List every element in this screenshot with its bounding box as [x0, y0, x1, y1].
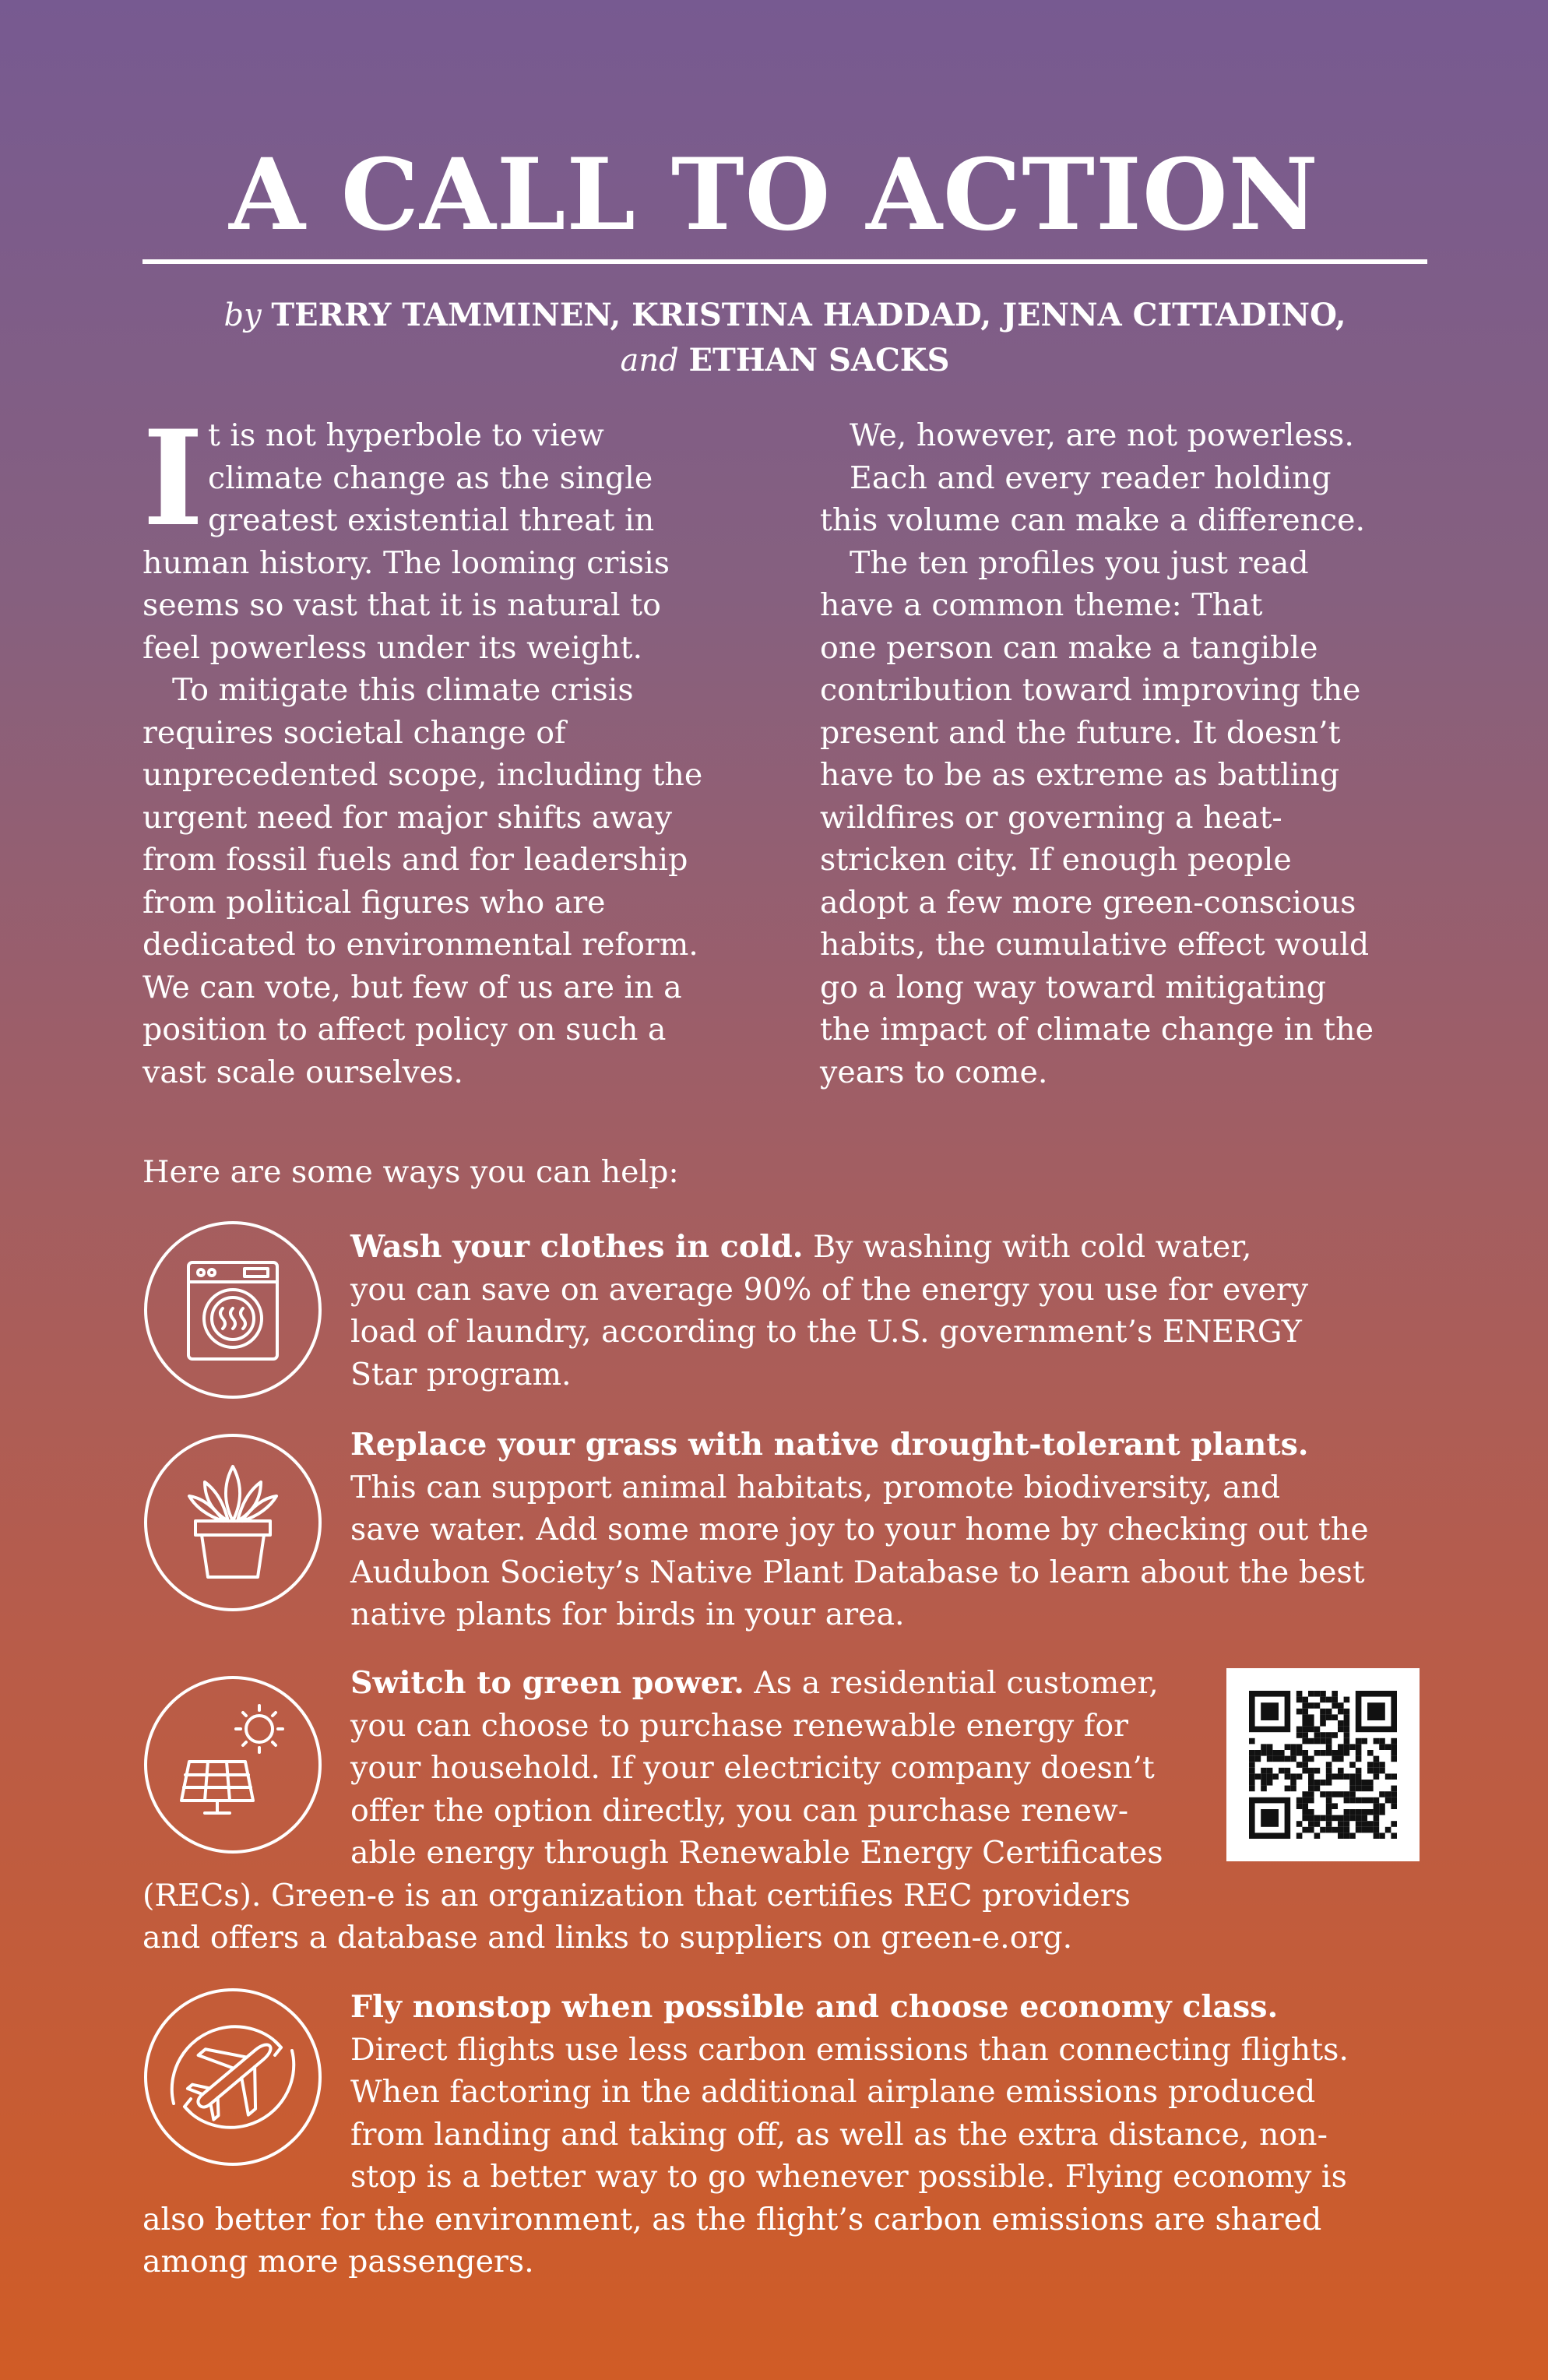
byline-authors: TERRY TAMMINEN, KRISTINA HADDAD, JENNA CITTADINO, — [271, 297, 1346, 333]
tip-text: stop is a better way to go whenever possible. Flying economy is — [350, 2159, 1347, 2195]
tip-native-plants — [142, 1424, 1427, 1636]
text-line: urgent need for major shifts away — [142, 799, 673, 836]
tip-heading: Wash your clothes in cold. — [350, 1229, 804, 1265]
title-divider — [142, 259, 1427, 264]
text-line: To mitigate this climate crisis — [172, 672, 634, 708]
tip-text: This can support animal habitats, promote biodiversity, and — [350, 1469, 1281, 1505]
tip-heading: Fly nonstop when possible and choose economy class. — [350, 1989, 1279, 2025]
tip-text: As a residential customer, — [744, 1665, 1159, 1701]
tip-text: When factoring in the additional airplane emissions produced — [350, 2074, 1316, 2110]
text-line: this volume can make a difference. — [820, 502, 1366, 538]
tip-text: Direct flights use less carbon emissions than connecting flights. — [350, 2031, 1349, 2068]
tip-text: By washing with cold water, — [803, 1229, 1252, 1265]
text-line: adopt a few more green-conscious — [820, 884, 1356, 921]
tip-text: save water. Add some more joy to your home by checking out the — [350, 1512, 1369, 1547]
tip-heading: Replace your grass with native drought-tolerant plants. — [350, 1427, 1309, 1463]
byline-and: and — [620, 343, 679, 378]
text-line: We can vote, but few of us are in a — [142, 969, 682, 1005]
qr-code-icon — [1226, 1668, 1420, 1861]
text-line: one person can make a tangible — [820, 629, 1318, 666]
byline — [142, 293, 1427, 383]
tip-text: offer the option directly, you can purchase renew- — [350, 1792, 1129, 1829]
text-line: seems so vast that it is natural to — [142, 587, 661, 623]
byline-last-author: ETHAN SACKS — [688, 342, 950, 378]
tip-text: and offers a database and links to suppliers on green-e.org. — [142, 1920, 1073, 1956]
text-line: position to affect policy on such a — [142, 1012, 667, 1047]
tip-text: Star program. — [350, 1356, 572, 1392]
tip-text: native plants for birds in your area. — [350, 1597, 905, 1632]
text-line: We, however, are not powerless. — [850, 417, 1354, 453]
tip-text: from landing and taking off, as well as the extra distance, non- — [350, 2116, 1328, 2153]
byline-by: by — [223, 298, 262, 333]
tip-text: you can save on average 90% of the energy you use for every — [350, 1271, 1309, 1308]
text-line: have a common theme: That — [820, 587, 1263, 623]
text-line: have to be as extreme as battling — [820, 757, 1340, 793]
text-line: human history. The looming crisis — [142, 544, 670, 581]
text-line: unprecedented scope, including the — [142, 757, 703, 793]
text-line: climate change as the single — [208, 459, 653, 496]
text-line: stricken city. If enough people — [820, 842, 1292, 878]
tip-text: (RECs). Green-e is an organization that certifies REC providers — [142, 1877, 1131, 1914]
tip-text: your household. If your electricity company doesn’t — [350, 1750, 1155, 1786]
tip-text: you can choose to purchase renewable energy for — [350, 1707, 1129, 1744]
text-line: go a long way toward mitigating — [820, 969, 1327, 1005]
tip-fly-nonstop — [142, 1986, 1427, 2283]
page-title: A CALL TO ACTION — [229, 137, 1319, 252]
tip-text: Audubon Society’s Native Plant Database to learn about the best — [350, 1554, 1365, 1590]
tip-wash-cold — [142, 1226, 1427, 1396]
text-line: t is not hyperbole to view — [208, 417, 604, 453]
article-column-left — [142, 401, 758, 1093]
text-line: vast scale ourselves. — [142, 1054, 463, 1090]
text-line: present and the future. It doesn’t — [820, 714, 1341, 751]
text-line: from fossil fuels and for leadership — [142, 842, 688, 878]
text-line: feel powerless under its weight. — [142, 629, 643, 666]
text-line: Each and every reader holding — [850, 459, 1332, 496]
text-line: dedicated to environmental reform. — [142, 927, 698, 963]
tips-intro: Here are some ways you can help: — [142, 1154, 679, 1190]
tip-text: able energy through Renewable Energy Certificates — [350, 1835, 1163, 1871]
text-line: contribution toward improving the — [820, 672, 1361, 708]
text-line: The ten profiles you just read — [850, 544, 1309, 581]
text-line: habits, the cumulative effect would — [820, 927, 1370, 963]
text-line: wildfires or governing a heat- — [820, 799, 1282, 836]
text-line: requires societal change of — [142, 714, 566, 751]
text-line: greatest existential threat in — [208, 502, 655, 538]
qr-code[interactable] — [1226, 1668, 1420, 1861]
text-line: the impact of climate change in the — [820, 1012, 1374, 1047]
text-line: years to come. — [820, 1054, 1048, 1090]
tip-text: load of laundry, according to the U.S. government’s ENERGY — [350, 1314, 1302, 1350]
tip-text: also better for the environment, as the flight’s carbon emissions are shared — [142, 2201, 1322, 2237]
article-column-right — [820, 414, 1443, 1093]
tip-text: among more passengers. — [142, 2244, 534, 2280]
text-line: from political figures who are — [142, 884, 606, 921]
tip-heading: Switch to green power. — [350, 1665, 744, 1701]
drop-cap: I — [142, 401, 204, 555]
